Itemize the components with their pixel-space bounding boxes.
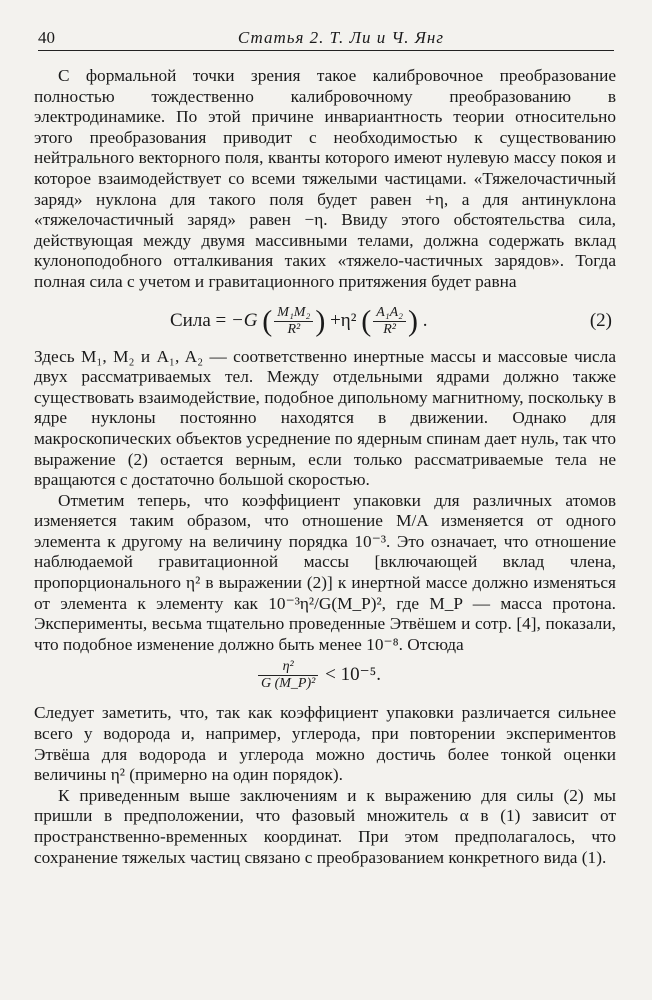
article-body [34,66,616,868]
equation-inequality [34,657,616,697]
eq-plus-eta: +η² [330,309,357,331]
equation-inequality-expression [256,659,381,692]
right-paren-2: ) [408,304,419,338]
running-head: Статья 2. Т. Ли и Ч. Янг [237,28,444,47]
frac-mass-numbers-numerator: A₁A₂ [373,305,406,322]
page-number: 40 [38,28,55,47]
equation-number: (2) [589,309,612,331]
frac-masses-numerator: M₁M₂ [274,305,313,322]
paragraph-2: Здесь M₁, M₂ и A₁, A₂ — соответственно инертные массы и массовые числа двух рассматриваемых тел. Между отдельными ядрами должно также существовать взаимодействие, подобное дипольному магнитному, поскольку в ядре нуклоны постоянно находятся в движении. Однако для макроскопических объектов усреднение по ядерным спинам дает нуль, так что выражение (2) остается верным, если только рассматриваемые тела не вращаются с достаточно большой скоростью. [34,346,616,490]
left-paren-2: ( [361,304,372,338]
fraction-eta-over-g [258,659,318,692]
equation-force [34,299,616,343]
eq-relation: < 10⁻⁵. [325,664,381,686]
left-paren-1: ( [262,304,273,338]
paragraph-1: С формальной точки зрения такое калибровочное преобразование полностью тождественно калибровочному преобразованию в электродинамике. По этой причине инвариантность теории относительно этого преобразования приводит с необходимостью к существованию нейтрального векторного поля, кванты которого имеют нулевую массу покоя и которое взаимодействует со всеми тяжелыми частицами. «Тяжелочастичный заряд» нуклона для такого поля будет равен +η, а для антинуклона «тяжелочастичный заряд» равен −η. Ввиду этого обстоятельства сила, действующая между двумя массивными телами, должна содержать вклад кулоноподобного отталкивания таких «тяжело-частичных зарядов». Тогда полная сила с учетом и гравитационного притяжения будет равна [34,66,616,291]
eq-lhs: Сила [170,309,211,331]
paragraph-4: Следует заметить, что, так как коэффициент упаковки различается сильнее всего у водорода и, например, углерода, при повторении экспериментов Этвёша для водорода и углерода можно достичь более тонкой оценки величины η² (примерно на один порядок). [34,703,616,785]
equation-force-expression [170,305,428,338]
eq-minus-g: −G [230,309,258,331]
frac-eta-numerator: η² [258,659,318,676]
paragraph-5: К приведенным выше заключениям и к выражению для силы (2) мы пришли в предположении, что фазовый множитель α в (1) зависит от пространственно-временных координат. При этом предполагалось, что сохранение тяжелых частиц связано с преобразованием конкретного вида (1). [34,785,616,867]
frac-eta-denominator: G (M_P)² [261,676,316,692]
eq-equals: = [215,309,227,331]
frac-mass-numbers-denominator: R² [383,321,396,337]
frac-masses-denominator: R² [287,321,301,337]
right-paren-1: ) [315,304,326,338]
fraction-mass-numbers [373,305,406,338]
eq-end: . [422,309,428,331]
paragraph-3: Отметим теперь, что коэффициент упаковки для различных атомов изменяется таким образом, что отношение M/A изменяется от одного элемента к другому на величину порядка 10⁻³. Это означает, что отношение наблюдаемой гравитационной массы [включающей вклад члена, пропорционального η² в выражении (2)] к инертной массе должно изменяться от элемента к элементу как 10⁻³η²/G(M_P)², где M_P — масса протона. Эксперименты, весьма тщательно проведенные Этвёшем и сотр. [4], показали, что подобное изменение должно быть менее 10⁻⁸. Отсюда [34,490,616,654]
page-header [38,26,614,51]
fraction-masses [274,305,313,338]
